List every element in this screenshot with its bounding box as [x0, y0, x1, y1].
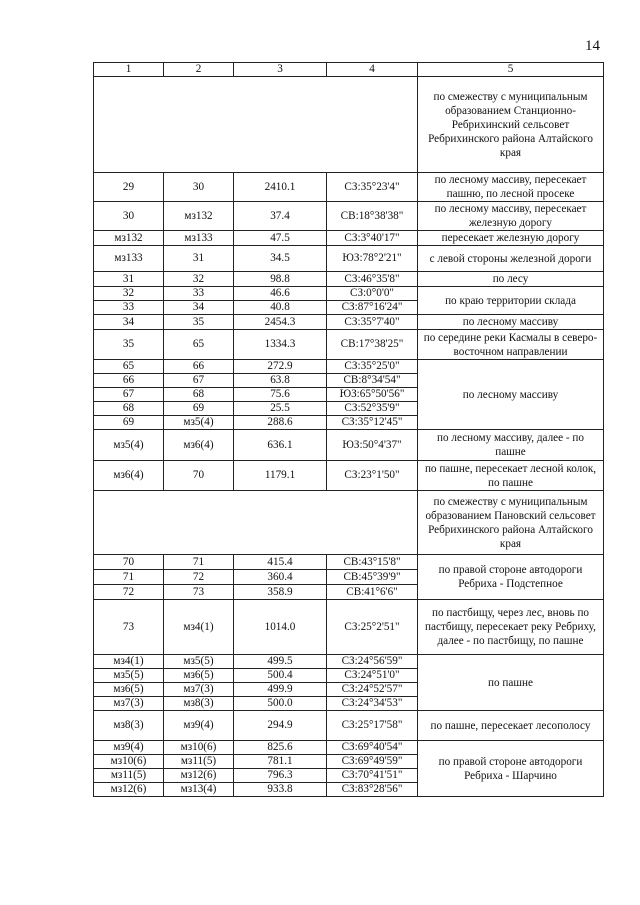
- cell-c2: мз6(5): [164, 669, 234, 683]
- cell-c1: 34: [94, 315, 164, 330]
- cell-c1: мз7(3): [94, 697, 164, 711]
- section-row: [94, 77, 604, 173]
- cell-c2: мз6(4): [164, 430, 234, 461]
- cell-c1: 70: [94, 555, 164, 570]
- cell-c3: 1179.1: [234, 461, 327, 491]
- cell-c4: СЗ:70°41'51": [327, 769, 418, 783]
- table-row: [94, 202, 604, 231]
- header-cell: 2: [164, 63, 234, 77]
- cell-c2: 33: [164, 287, 234, 301]
- route-description: с левой стороны железной дороги: [418, 246, 604, 272]
- cell-c4: СЗ:87°16'24": [327, 301, 418, 315]
- cell-c3: 360.4: [234, 570, 327, 585]
- cell-c3: 1334.3: [234, 330, 327, 360]
- table-row: [94, 272, 604, 287]
- table-row: [94, 430, 604, 461]
- cell-c2: мз13(4): [164, 783, 234, 797]
- cell-c4: СЗ:24°52'57": [327, 683, 418, 697]
- cell-c3: 825.6: [234, 741, 327, 755]
- cell-c3: 2454.3: [234, 315, 327, 330]
- cell-c3: 47.5: [234, 231, 327, 246]
- cell-c2: 67: [164, 374, 234, 388]
- table-row: [94, 173, 604, 202]
- cell-c3: 40.8: [234, 301, 327, 315]
- cell-c3: 415.4: [234, 555, 327, 570]
- cell-c4: СЗ:3°40'17": [327, 231, 418, 246]
- section-blank-cell: [94, 77, 418, 173]
- cell-c2: 69: [164, 402, 234, 416]
- cell-c3: 796.3: [234, 769, 327, 783]
- cell-c1: мз5(4): [94, 430, 164, 461]
- cell-c3: 933.8: [234, 783, 327, 797]
- cell-c2: 30: [164, 173, 234, 202]
- cell-c2: мз9(4): [164, 711, 234, 741]
- cell-c4: СЗ:35°25'0": [327, 360, 418, 374]
- cell-c2: 66: [164, 360, 234, 374]
- route-description: по лесному массиву, пересекает пашню, по лесной просеке: [418, 173, 604, 202]
- cell-c4: ЮЗ:78°2'21": [327, 246, 418, 272]
- cell-c2: мз5(4): [164, 416, 234, 430]
- cell-c1: 73: [94, 600, 164, 655]
- cell-c1: мз5(5): [94, 669, 164, 683]
- cell-c1: 68: [94, 402, 164, 416]
- header-cell: 5: [418, 63, 604, 77]
- cell-c4: СЗ:69°40'54": [327, 741, 418, 755]
- section-row: [94, 491, 604, 555]
- route-description: пересекает железную дорогу: [418, 231, 604, 246]
- route-description: по лесному массиву, пересекает железную дорогу: [418, 202, 604, 231]
- cell-c1: 30: [94, 202, 164, 231]
- cell-c2: 72: [164, 570, 234, 585]
- cell-c1: мз10(6): [94, 755, 164, 769]
- section-description: по смежеству с муниципальным образованием Станционно-Ребрихинский сельсовет Ребрихинского района Алтайского края: [418, 77, 604, 173]
- cell-c3: 2410.1: [234, 173, 327, 202]
- header-cell: 3: [234, 63, 327, 77]
- cell-c2: мз132: [164, 202, 234, 231]
- table-row: [94, 287, 604, 301]
- cell-c1: 35: [94, 330, 164, 360]
- cell-c2: 73: [164, 585, 234, 600]
- cell-c1: 71: [94, 570, 164, 585]
- cell-c4: ЮЗ:65°50'56": [327, 388, 418, 402]
- cell-c4: СЗ:25°17'58": [327, 711, 418, 741]
- cell-c3: 272.9: [234, 360, 327, 374]
- cell-c3: 1014.0: [234, 600, 327, 655]
- table-row: [94, 655, 604, 669]
- cell-c1: мз12(6): [94, 783, 164, 797]
- cell-c1: мз132: [94, 231, 164, 246]
- route-description: по пашне: [418, 655, 604, 711]
- cell-c1: 65: [94, 360, 164, 374]
- cell-c4: СЗ:24°51'0": [327, 669, 418, 683]
- table-row: [94, 711, 604, 741]
- cell-c1: мз6(4): [94, 461, 164, 491]
- cell-c3: 75.6: [234, 388, 327, 402]
- cell-c2: мз5(5): [164, 655, 234, 669]
- cell-c3: 63.8: [234, 374, 327, 388]
- route-description: по лесному массиву: [418, 315, 604, 330]
- cell-c3: 500.0: [234, 697, 327, 711]
- cell-c1: 66: [94, 374, 164, 388]
- cell-c3: 98.8: [234, 272, 327, 287]
- cell-c2: мз12(6): [164, 769, 234, 783]
- table-row: [94, 246, 604, 272]
- route-description: по правой стороне автодороги Ребриха - Шарчино: [418, 741, 604, 797]
- cell-c2: 71: [164, 555, 234, 570]
- cell-c2: мз11(5): [164, 755, 234, 769]
- cell-c1: 33: [94, 301, 164, 315]
- cell-c4: СВ:17°38'25": [327, 330, 418, 360]
- cell-c1: мз8(3): [94, 711, 164, 741]
- header-cell: 1: [94, 63, 164, 77]
- cell-c4: СЗ:35°23'4": [327, 173, 418, 202]
- cell-c3: 636.1: [234, 430, 327, 461]
- route-description: по пашне, пересекает лесной колок, по пашне: [418, 461, 604, 491]
- cell-c4: СЗ:69°49'59": [327, 755, 418, 769]
- cell-c1: 31: [94, 272, 164, 287]
- cell-c3: 500.4: [234, 669, 327, 683]
- cell-c1: мз4(1): [94, 655, 164, 669]
- cell-c1: 67: [94, 388, 164, 402]
- cell-c3: 288.6: [234, 416, 327, 430]
- cell-c2: 65: [164, 330, 234, 360]
- cell-c4: СВ:41°6'6": [327, 585, 418, 600]
- cell-c4: СЗ:24°56'59": [327, 655, 418, 669]
- cell-c2: мз8(3): [164, 697, 234, 711]
- route-description: по лесному массиву, далее - по пашне: [418, 430, 604, 461]
- section-description: по смежеству с муниципальным образованием Пановский сельсовет Ребрихинского района Алтайского края: [418, 491, 604, 555]
- cell-c4: СВ:18°38'38": [327, 202, 418, 231]
- cell-c2: мз7(3): [164, 683, 234, 697]
- cell-c4: СЗ:24°34'53": [327, 697, 418, 711]
- cell-c4: ЮЗ:50°4'37": [327, 430, 418, 461]
- cell-c3: 46.6: [234, 287, 327, 301]
- route-description: по пашне, пересекает лесополосу: [418, 711, 604, 741]
- boundary-table: [93, 62, 604, 797]
- cell-c2: мз133: [164, 231, 234, 246]
- cell-c4: СВ:8°34'54": [327, 374, 418, 388]
- table-row: [94, 231, 604, 246]
- cell-c2: мз4(1): [164, 600, 234, 655]
- table-row: [94, 330, 604, 360]
- cell-c3: 294.9: [234, 711, 327, 741]
- cell-c2: 31: [164, 246, 234, 272]
- route-description: по краю территории склада: [418, 287, 604, 315]
- header-cell: 4: [327, 63, 418, 77]
- route-description: по середине реки Касмалы в северо-восточном направлении: [418, 330, 604, 360]
- cell-c1: 29: [94, 173, 164, 202]
- table-row: [94, 741, 604, 755]
- section-blank-cell: [94, 491, 418, 555]
- cell-c2: 34: [164, 301, 234, 315]
- cell-c3: 25.5: [234, 402, 327, 416]
- route-description: по лесу: [418, 272, 604, 287]
- cell-c1: мз9(4): [94, 741, 164, 755]
- cell-c1: мз6(5): [94, 683, 164, 697]
- cell-c3: 34.5: [234, 246, 327, 272]
- cell-c4: СЗ:52°35'9": [327, 402, 418, 416]
- cell-c3: 499.9: [234, 683, 327, 697]
- table-row: [94, 315, 604, 330]
- cell-c2: 70: [164, 461, 234, 491]
- cell-c4: СЗ:35°7'40": [327, 315, 418, 330]
- table-row: [94, 555, 604, 570]
- table-row: [94, 360, 604, 374]
- cell-c3: 358.9: [234, 585, 327, 600]
- table-row: [94, 461, 604, 491]
- route-description: по правой стороне автодороги Ребриха - Подстепное: [418, 555, 604, 600]
- cell-c2: 68: [164, 388, 234, 402]
- cell-c1: 72: [94, 585, 164, 600]
- cell-c4: СЗ:35°12'45": [327, 416, 418, 430]
- cell-c1: мз11(5): [94, 769, 164, 783]
- cell-c3: 499.5: [234, 655, 327, 669]
- cell-c3: 37.4: [234, 202, 327, 231]
- header-row: [94, 63, 604, 77]
- cell-c4: СЗ:83°28'56": [327, 783, 418, 797]
- cell-c1: мз133: [94, 246, 164, 272]
- cell-c4: СВ:43°15'8": [327, 555, 418, 570]
- route-description: по пастбищу, через лес, вновь по пастбищу, пересекает реку Ребриху, далее - по пастбищу, по пашне: [418, 600, 604, 655]
- cell-c1: 32: [94, 287, 164, 301]
- table-row: [94, 600, 604, 655]
- cell-c4: СЗ:25°2'51": [327, 600, 418, 655]
- cell-c4: СЗ:23°1'50": [327, 461, 418, 491]
- route-description: по лесному массиву: [418, 360, 604, 430]
- cell-c4: СЗ:0°0'0": [327, 287, 418, 301]
- cell-c3: 781.1: [234, 755, 327, 769]
- cell-c2: мз10(6): [164, 741, 234, 755]
- cell-c2: 32: [164, 272, 234, 287]
- cell-c1: 69: [94, 416, 164, 430]
- page-number: 14: [585, 38, 600, 54]
- cell-c4: СЗ:46°35'8": [327, 272, 418, 287]
- cell-c2: 35: [164, 315, 234, 330]
- cell-c4: СВ:45°39'9": [327, 570, 418, 585]
